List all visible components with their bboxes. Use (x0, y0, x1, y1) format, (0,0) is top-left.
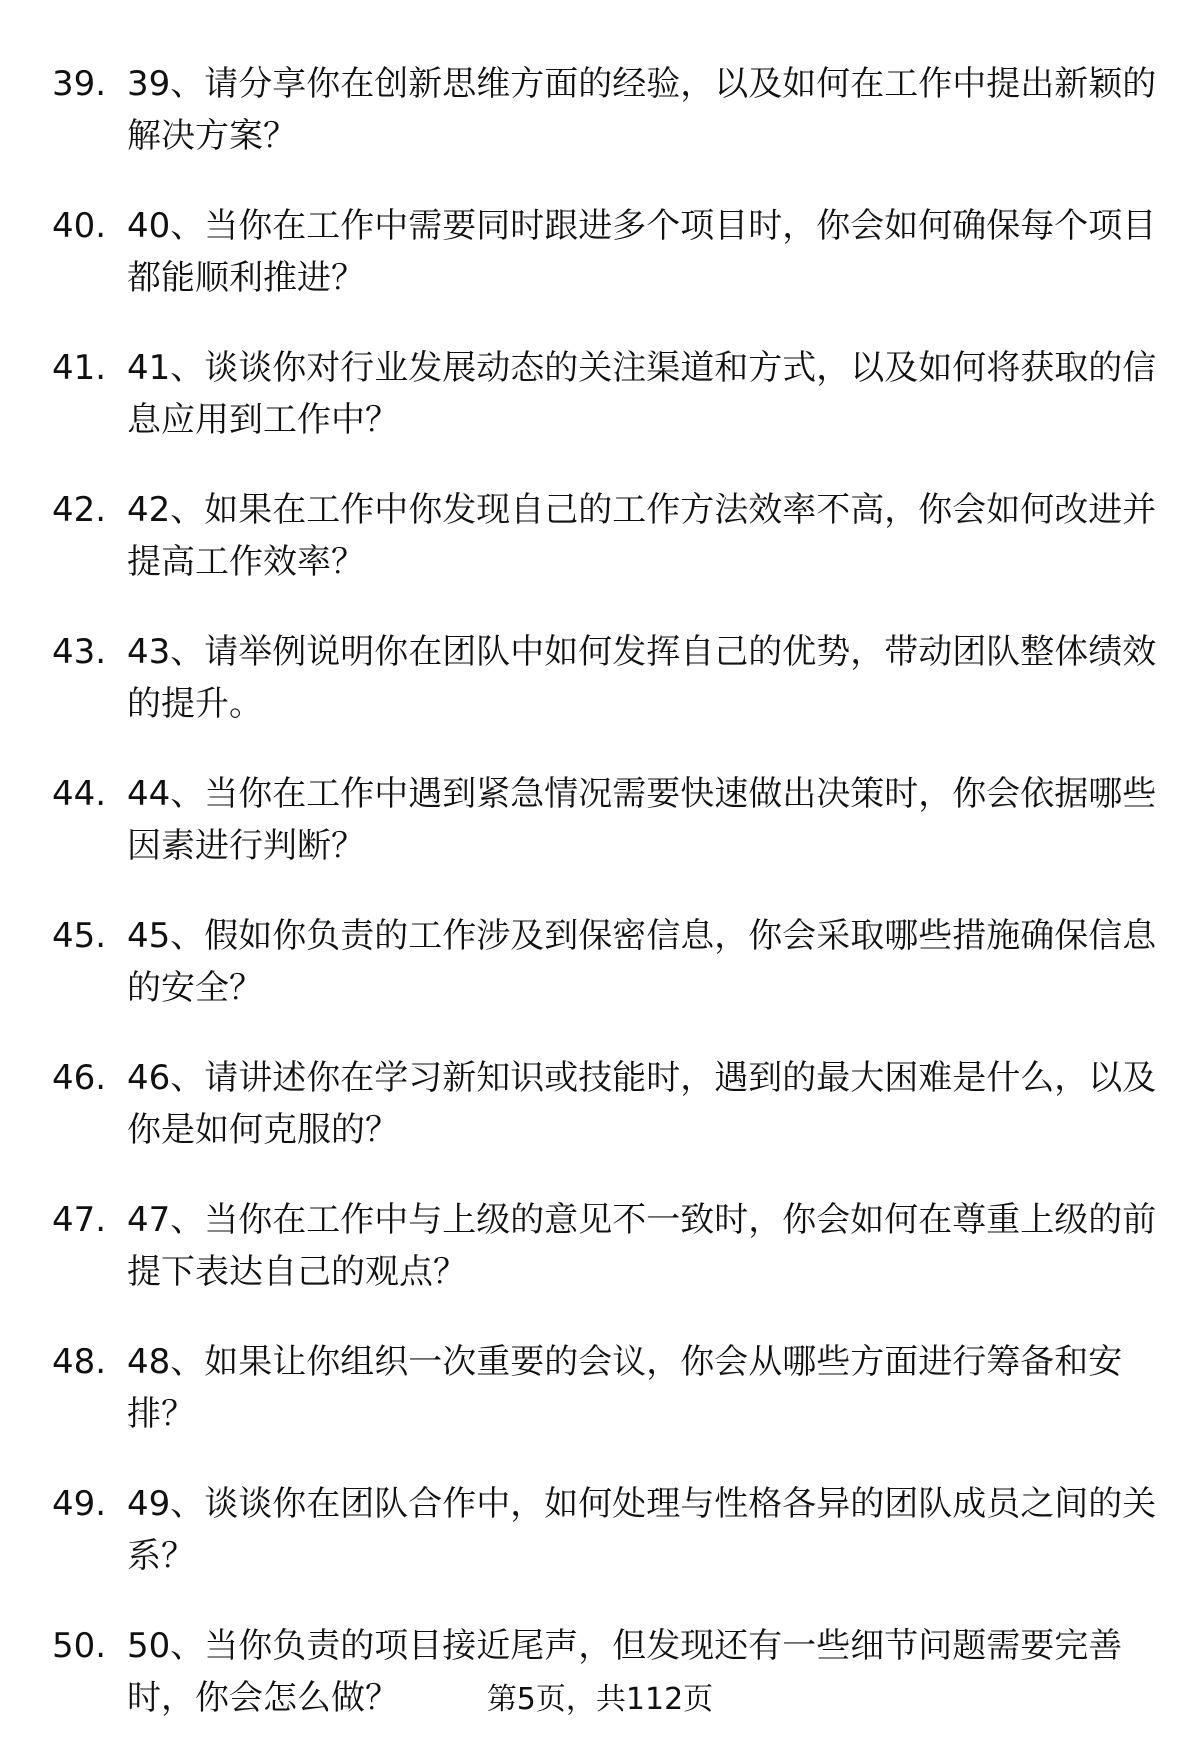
question-item (0, 1336, 1200, 1478)
question-item (0, 1052, 1200, 1194)
question-number: 44. (52, 774, 107, 814)
question-text: 39、请分享你在创新思维方面的经验，以及如何在工作中提出新颖的解决方案？ (127, 64, 1157, 156)
question-text: 42、如果在工作中你发现自己的工作方法效率不高，你会如何改进并提高工作效率？ (127, 490, 1157, 582)
question-item (0, 768, 1200, 910)
question-item (0, 342, 1200, 484)
question-number: 47. (52, 1200, 107, 1240)
question-item (0, 1194, 1200, 1336)
question-item (0, 484, 1200, 626)
question-item (0, 58, 1200, 200)
question-text: 49、谈谈你在团队合作中，如何处理与性格各异的团队成员之间的关系？ (127, 1484, 1157, 1576)
question-number: 39. (52, 64, 107, 104)
question-number: 46. (52, 1058, 107, 1098)
page-footer: 第5页，共112页 (486, 1682, 714, 1717)
question-number: 43. (52, 632, 107, 672)
question-number: 40. (52, 206, 107, 246)
question-text: 41、谈谈你对行业发展动态的关注渠道和方式，以及如何将获取的信息应用到工作中？ (127, 348, 1157, 440)
question-text: 43、请举例说明你在团队中如何发挥自己的优势，带动团队整体绩效的提升。 (127, 632, 1157, 724)
question-number: 50. (52, 1626, 107, 1666)
question-text: 47、当你在工作中与上级的意见不一致时，你会如何在尊重上级的前提下表达自己的观点？ (127, 1200, 1157, 1292)
question-number: 48. (52, 1342, 107, 1382)
question-item (0, 1478, 1200, 1620)
question-item (0, 200, 1200, 342)
question-number: 41. (52, 348, 107, 388)
question-text: 50、当你负责的项目接近尾声，但发现还有一些细节问题需要完善时，你会怎么做？ (127, 1626, 1123, 1718)
question-item (0, 910, 1200, 1052)
question-text: 45、假如你负责的工作涉及到保密信息，你会采取哪些措施确保信息的安全？ (127, 916, 1157, 1008)
question-list (0, 58, 1200, 1762)
question-number: 45. (52, 916, 107, 956)
question-number: 49. (52, 1484, 107, 1524)
question-item (0, 626, 1200, 768)
question-text: 46、请讲述你在学习新知识或技能时，遇到的最大困难是什么，以及你是如何克服的？ (127, 1058, 1157, 1150)
question-number: 42. (52, 490, 107, 530)
question-text: 40、当你在工作中需要同时跟进多个项目时，你会如何确保每个项目都能顺利推进？ (127, 206, 1157, 298)
question-text: 48、如果让你组织一次重要的会议，你会从哪些方面进行筹备和安排？ (127, 1342, 1123, 1434)
question-text: 44、当你在工作中遇到紧急情况需要快速做出决策时，你会依据哪些因素进行判断？ (127, 774, 1157, 866)
